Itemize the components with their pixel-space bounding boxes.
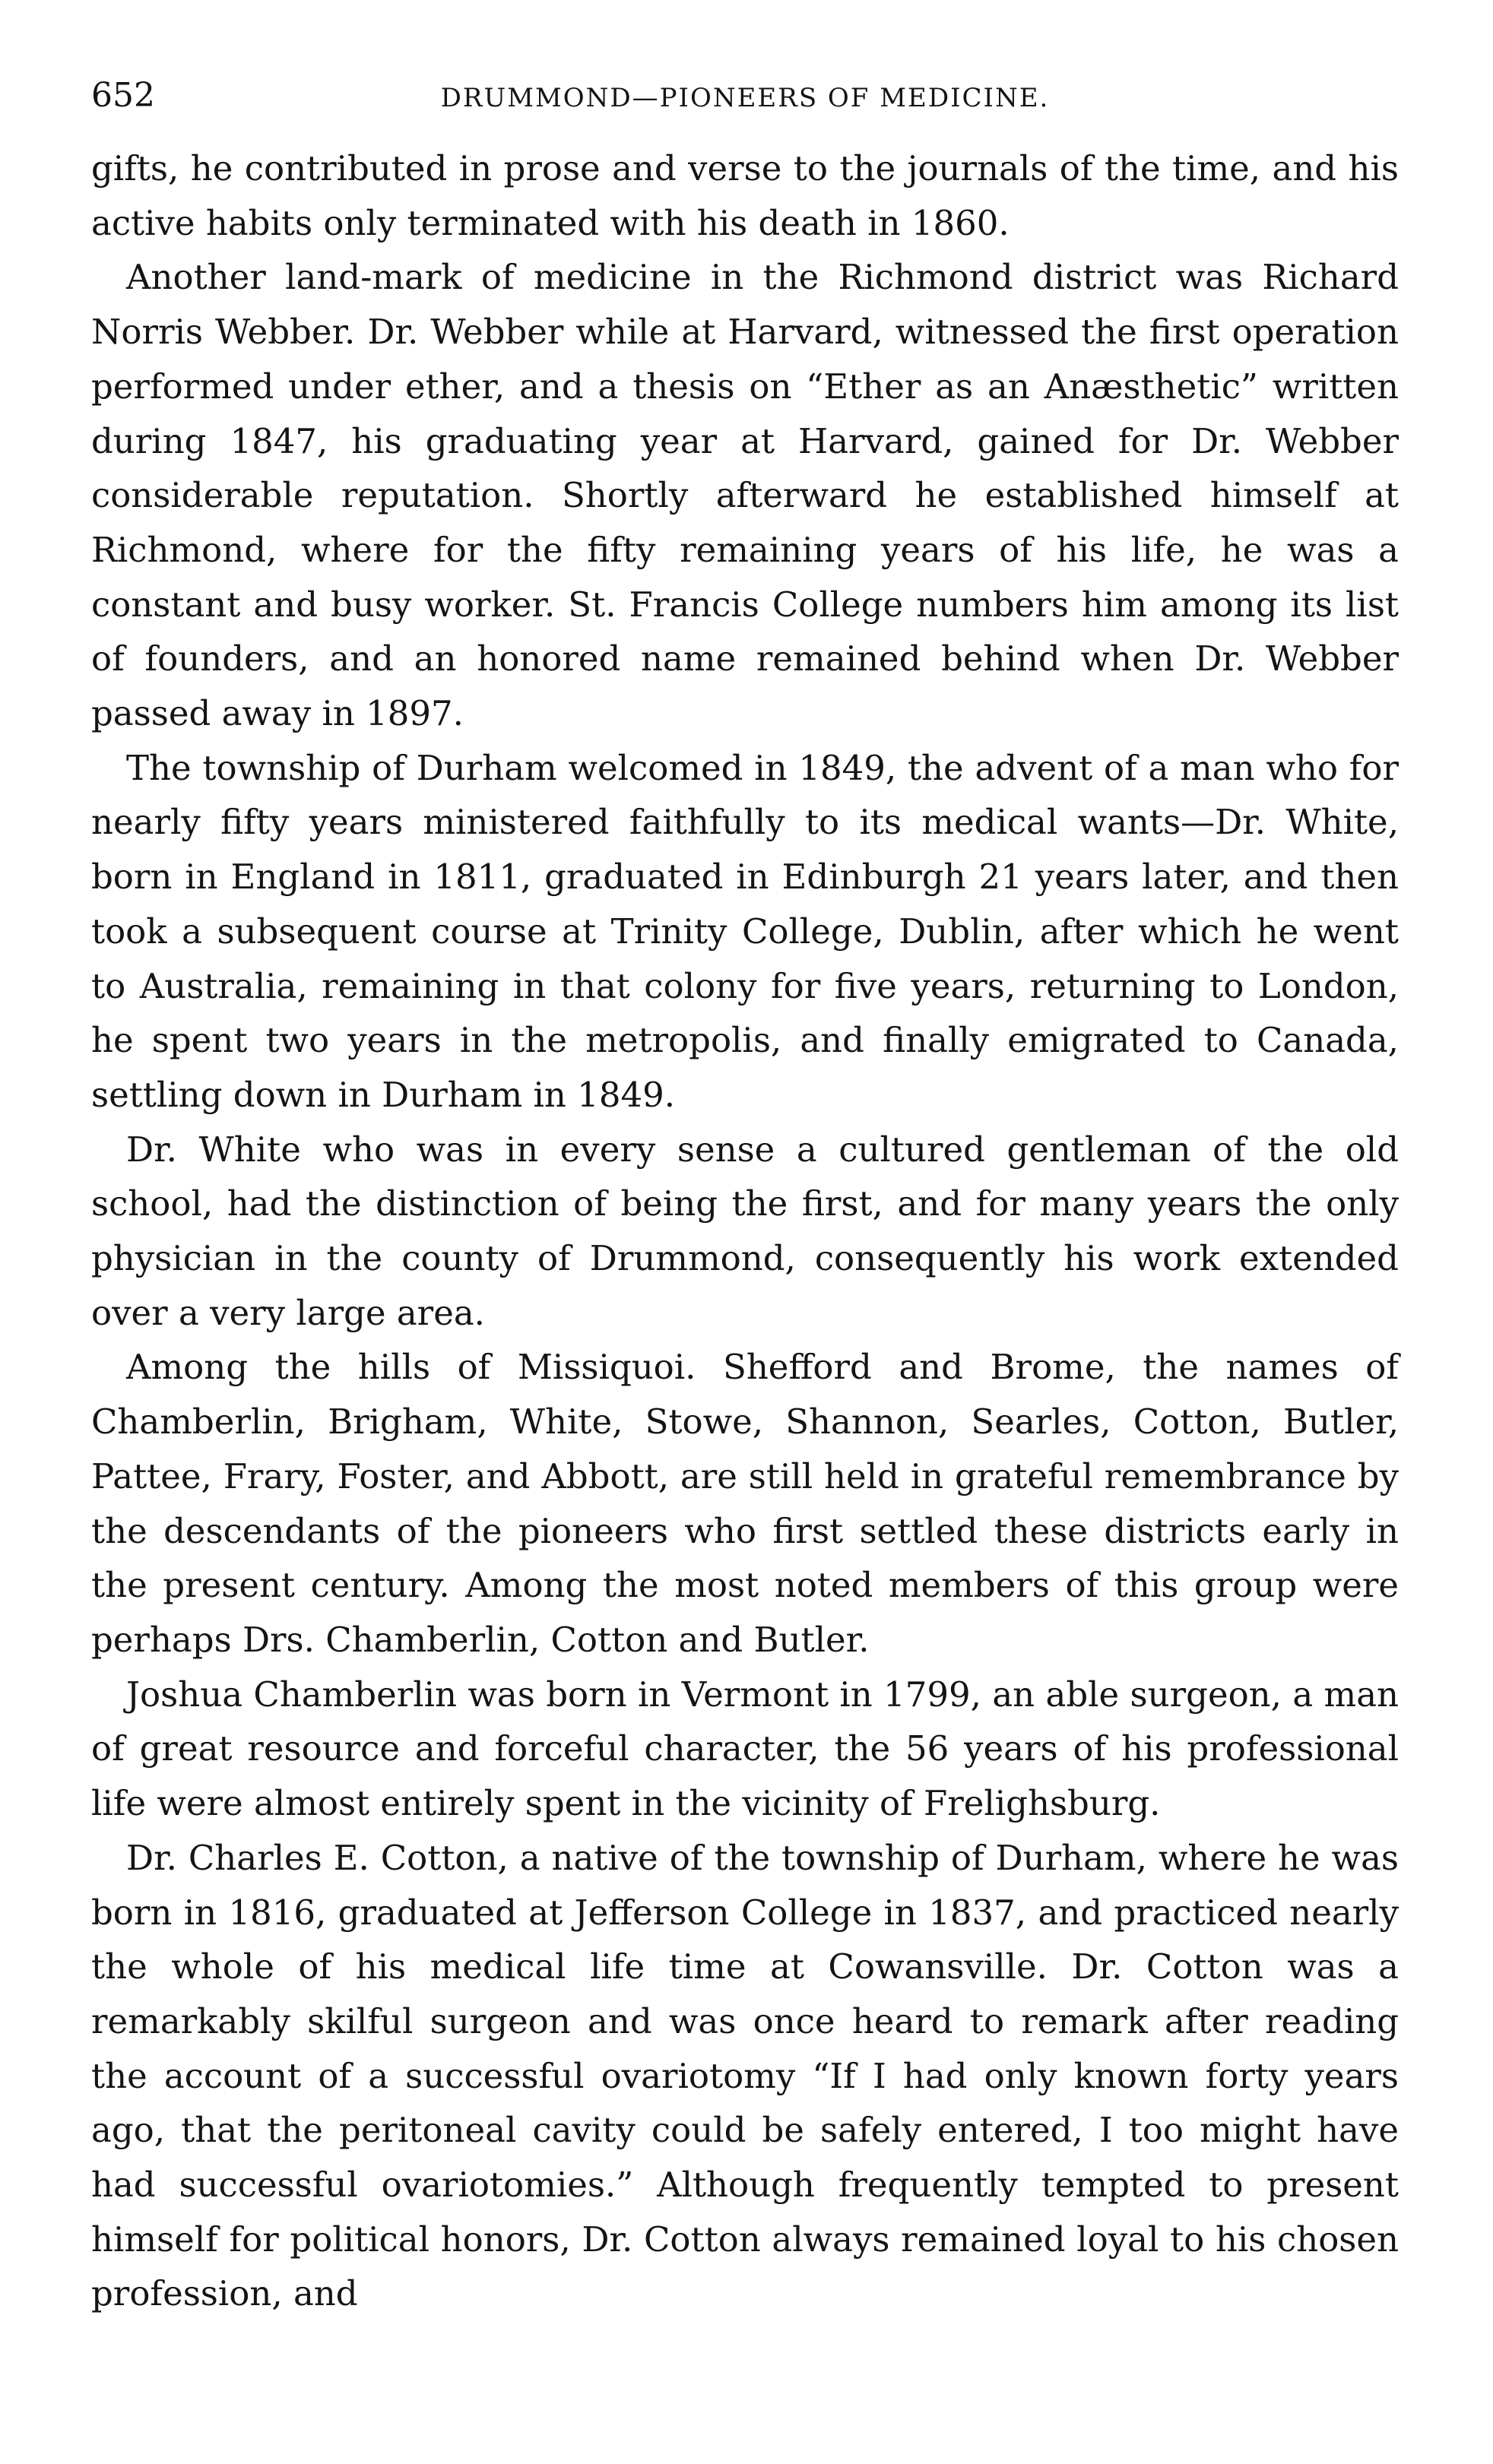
paragraph-chamberlin: Joshua Chamberlin was born in Vermont in 1799, an able surgeon, a man of great resource and forceful character, the 56 years of his professional life were almost entirely spent in the vicinity of Frelighsburg. <box>91 1674 1399 1824</box>
running-title: DRUMMOND—PIONEERS OF MEDICINE. <box>440 83 1050 113</box>
body-text <box>91 141 1399 2321</box>
paragraph-cotton: Dr. Charles E. Cotton, a native of the township of Durham, where he was born in 1816, graduated at Jefferson College in 1837, and practiced nearly the whole of his medical life time at Cowansville. Dr. Cotton was a remarkably skilful surgeon and was once heard to remark after reading the account of a successful ovariotomy “If I had only known forty years ago, that the peritoneal cavity could be safely entered, I too might have had successful ovariotomies.” Although frequently tempted to present himself for political honors, Dr. Cotton always remained loyal to his chosen profession, and <box>91 1837 1399 2314</box>
page-number: 652 <box>91 76 155 115</box>
running-header <box>91 76 1399 129</box>
paragraph-missiquoi-names: Among the hills of Missiquoi. Shefford and Brome, the names of Chamberlin, Brigham, White, Stowe, Shannon, Searles, Cotton, Butler, Pattee, Frary, Foster, and Abbott, are still held in grateful remembrance by the descendants of the pioneers who first settled these districts early in the present century. Among the most noted members of this group were perhaps Drs. Chamberlin, Cotton and Butler. <box>91 1347 1399 1660</box>
paragraph-white-character: Dr. White who was in every sense a cultured gentleman of the old school, had the distinction of being the first, and for many years the only physician in the county of Drummond, consequently his work extended over a very large area. <box>91 1129 1399 1333</box>
document-page <box>91 76 1399 2321</box>
paragraph-webber: Another land-mark of medicine in the Richmond district was Richard Norris Webber. Dr. Webber while at Harvard, witnessed the first operation performed under ether, and a thesis on “Ether as an Anæsthetic” written during 1847, his graduating year at Harvard, gained for Dr. Webber considerable reputation. Shortly afterward he established himself at Richmond, where for the fifty remaining years of his life, he was a constant and busy worker. St. Francis College numbers him among its list of founders, and an honored name remained behind when Dr. Webber passed away in 1897. <box>91 257 1399 734</box>
paragraph-continued: gifts, he contributed in prose and verse to the journals of the time, and his active habits only terminated with his death in 1860. <box>91 148 1399 243</box>
paragraph-durham-white: The township of Durham welcomed in 1849, the advent of a man who for nearly fifty years ministered faithfully to its medical wants—Dr. White, born in England in 1811, graduated in Edinburgh 21 years later, and then took a subsequent course at Trinity College, Dublin, after which he went to Australia, remaining in that colony for five years, returning to London, he spent two years in the metropolis, and finally emigrated to Canada, settling down in Durham in 1849. <box>91 747 1399 1115</box>
